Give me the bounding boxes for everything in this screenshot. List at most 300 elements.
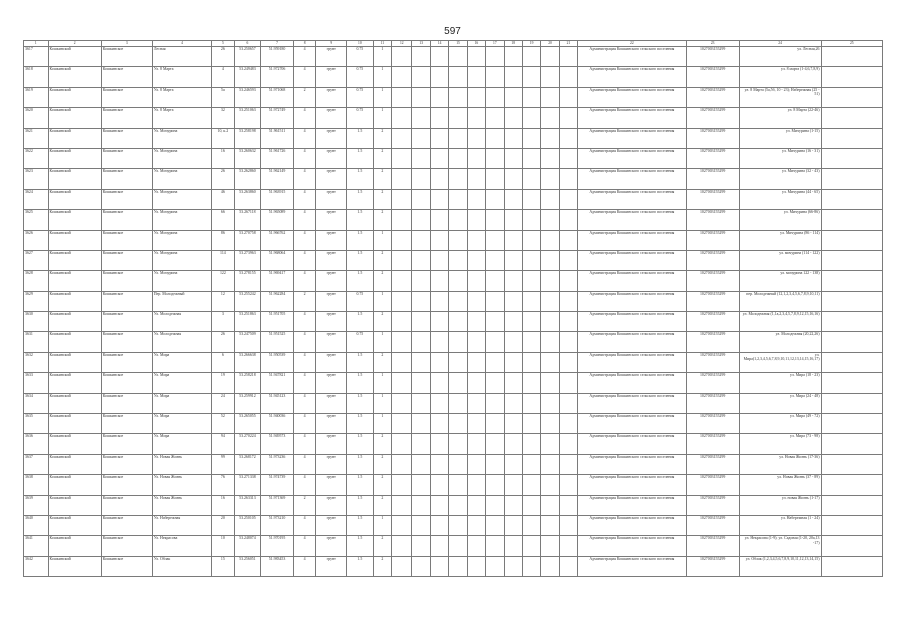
cell-id: 3621 xyxy=(24,128,49,148)
cell-empty xyxy=(504,373,522,393)
cell-empty xyxy=(541,393,559,413)
column-number: 21 xyxy=(559,41,577,47)
cell-settlement: Кошкинское xyxy=(101,271,152,291)
cell-district: Кошкинский xyxy=(48,108,101,128)
cell-owner: Администрация Кошкинского сельского поселения xyxy=(578,128,686,148)
cell-street: Ул. 8 Марта xyxy=(152,67,211,87)
cell-ogrn: 1027003155299 xyxy=(686,128,739,148)
cell-address: ул. Мичурина (44 - 65) xyxy=(739,189,821,209)
column-number: 17 xyxy=(486,41,504,47)
cell-longitude: 51.973236 xyxy=(261,454,294,474)
cell-empty xyxy=(486,47,504,67)
column-number: 19 xyxy=(522,41,540,47)
cell-empty xyxy=(486,67,504,87)
cell-district: Кошкинский xyxy=(48,291,101,311)
cell-empty xyxy=(522,108,540,128)
cell-area: 1.5 xyxy=(347,414,374,434)
cell-empty xyxy=(412,454,430,474)
cell-empty xyxy=(430,108,448,128)
cell-empty xyxy=(541,475,559,495)
cell-surface: грунт xyxy=(316,128,347,148)
cell-empty xyxy=(392,271,412,291)
cell-empty xyxy=(504,536,522,556)
cell-owner: Администрация Кошкинского сельского поселения xyxy=(578,536,686,556)
column-number: 22 xyxy=(578,41,686,47)
cell-empty xyxy=(559,352,577,372)
cell-empty xyxy=(392,536,412,556)
cell-longitude: 51.963915 xyxy=(261,189,294,209)
cell-settlement: Кошкинское xyxy=(101,291,152,311)
page-number: 597 xyxy=(444,26,461,37)
cell-empty xyxy=(467,414,485,434)
cell-containers: 2 xyxy=(373,250,391,270)
cell-owner: Администрация Кошкинского сельского поселения xyxy=(578,87,686,107)
cell-latitude: 53.263860 xyxy=(234,189,261,209)
cell-empty xyxy=(467,87,485,107)
cell-count: 4 xyxy=(293,67,315,87)
cell-empty xyxy=(821,67,883,87)
cell-empty xyxy=(449,495,467,515)
column-number: 6 xyxy=(234,41,261,47)
cell-empty xyxy=(821,210,883,230)
cell-empty xyxy=(541,291,559,311)
cell-address: ул. Некрасова (1-9); ул. Садовая (1-20, 20а,13 -17) xyxy=(739,536,821,556)
column-number: 16 xyxy=(467,41,485,47)
cell-area: 1.5 xyxy=(347,475,374,495)
cell-owner: Администрация Кошкинского сельского поселения xyxy=(578,393,686,413)
cell-area: 0.75 xyxy=(347,332,374,352)
cell-empty xyxy=(486,230,504,250)
cell-empty xyxy=(392,515,412,535)
column-number: 12 xyxy=(392,41,412,47)
cell-empty xyxy=(486,495,504,515)
cell-empty xyxy=(486,312,504,332)
cell-empty xyxy=(430,475,448,495)
cell-area: 1.5 xyxy=(347,148,374,168)
cell-ogrn: 1027003155299 xyxy=(686,312,739,332)
cell-empty xyxy=(467,495,485,515)
cell-district: Кошкинский xyxy=(48,128,101,148)
cell-empty xyxy=(449,189,467,209)
table-row xyxy=(24,536,883,556)
cell-empty xyxy=(486,128,504,148)
cell-empty xyxy=(392,291,412,311)
cell-settlement: Кошкинское xyxy=(101,169,152,189)
column-number: 11 xyxy=(373,41,391,47)
cell-empty xyxy=(821,108,883,128)
cell-empty xyxy=(412,352,430,372)
cell-address: пер. Молодежный (12,1,2,3,4,5,6,7,8,9,10,11) xyxy=(739,291,821,311)
cell-house: 5а xyxy=(212,87,234,107)
cell-empty xyxy=(504,67,522,87)
column-number: 9 xyxy=(316,41,347,47)
column-number: 2 xyxy=(48,41,101,47)
cell-id: 3637 xyxy=(24,454,49,474)
cell-surface: грунт xyxy=(316,230,347,250)
cell-empty xyxy=(430,536,448,556)
cell-latitude: 53.267118 xyxy=(234,210,261,230)
cell-id: 3641 xyxy=(24,536,49,556)
cell-empty xyxy=(412,47,430,67)
cell-longitude: 51.965089 xyxy=(261,210,294,230)
cell-longitude: 51.968064 xyxy=(261,250,294,270)
cell-latitude: 53.258198 xyxy=(234,128,261,148)
cell-latitude: 53.251063 xyxy=(234,108,261,128)
cell-containers: 1 xyxy=(373,87,391,107)
cell-empty xyxy=(486,393,504,413)
cell-id: 3632 xyxy=(24,352,49,372)
cell-longitude: 51.974739 xyxy=(261,475,294,495)
cell-street: Ул. Мичурина xyxy=(152,148,211,168)
cell-empty xyxy=(504,230,522,250)
cell-district: Кошкинский xyxy=(48,169,101,189)
table-row xyxy=(24,148,883,168)
cell-latitude: 53.270758 xyxy=(234,230,261,250)
cell-empty xyxy=(412,148,430,168)
cell-latitude: 53.246593 xyxy=(234,87,261,107)
cell-empty xyxy=(821,87,883,107)
cell-empty xyxy=(430,291,448,311)
cell-empty xyxy=(559,87,577,107)
cell-latitude: 53.247509 xyxy=(234,332,261,352)
cell-empty xyxy=(467,454,485,474)
cell-count: 4 xyxy=(293,250,315,270)
cell-empty xyxy=(486,414,504,434)
cell-empty xyxy=(430,210,448,230)
cell-street: Ул. Мичурина xyxy=(152,210,211,230)
cell-empty xyxy=(412,515,430,535)
cell-empty xyxy=(392,87,412,107)
cell-empty xyxy=(522,414,540,434)
table-row xyxy=(24,128,883,148)
cell-empty xyxy=(449,148,467,168)
cell-empty xyxy=(559,373,577,393)
cell-district: Кошкинский xyxy=(48,393,101,413)
cell-district: Кошкинский xyxy=(48,373,101,393)
cell-empty xyxy=(559,250,577,270)
cell-address: ул. Молодежная (1,1а,2,3,4,5,7,8,9,12,15,16,16) xyxy=(739,312,821,332)
cell-empty xyxy=(522,128,540,148)
cell-count: 4 xyxy=(293,108,315,128)
cell-empty xyxy=(559,67,577,87)
cell-address: ул. 8 Марта (5а,5б, 10 - 23); Набережная (25 - 51) xyxy=(739,87,821,107)
cell-empty xyxy=(821,434,883,454)
cell-empty xyxy=(504,495,522,515)
cell-empty xyxy=(392,434,412,454)
cell-empty xyxy=(559,291,577,311)
cell-longitude: 51.972749 xyxy=(261,108,294,128)
cell-empty xyxy=(821,475,883,495)
cell-longitude: 51.959180 xyxy=(261,47,294,67)
cell-empty xyxy=(449,454,467,474)
cell-empty xyxy=(522,230,540,250)
cell-count: 4 xyxy=(293,475,315,495)
cell-empty xyxy=(486,271,504,291)
cell-empty xyxy=(430,434,448,454)
cell-containers: 2 xyxy=(373,495,391,515)
cell-count: 4 xyxy=(293,312,315,332)
cell-district: Кошкинский xyxy=(48,312,101,332)
cell-empty xyxy=(430,189,448,209)
cell-id: 3640 xyxy=(24,515,49,535)
cell-house: 12 xyxy=(212,291,234,311)
cell-empty xyxy=(430,128,448,148)
cell-surface: грунт xyxy=(316,67,347,87)
cell-longitude: 51.951705 xyxy=(261,312,294,332)
cell-longitude: 51.966762 xyxy=(261,230,294,250)
cell-empty xyxy=(821,332,883,352)
column-number: 15 xyxy=(449,41,467,47)
column-number: 4 xyxy=(152,41,211,47)
cell-ogrn: 1027003155299 xyxy=(686,454,739,474)
cell-empty xyxy=(522,556,540,576)
cell-longitude: 51.983453 xyxy=(261,556,294,576)
cell-empty xyxy=(467,536,485,556)
table-row xyxy=(24,393,883,413)
cell-latitude: 53.263313 xyxy=(234,495,261,515)
cell-surface: грунт xyxy=(316,169,347,189)
cell-district: Кошкинский xyxy=(48,475,101,495)
cell-empty xyxy=(430,495,448,515)
cell-empty xyxy=(559,128,577,148)
cell-house: 6 xyxy=(212,352,234,372)
cell-count: 4 xyxy=(293,373,315,393)
cell-owner: Администрация Кошкинского сельского поселения xyxy=(578,271,686,291)
cell-empty xyxy=(392,373,412,393)
cell-address: ул. Мичурина (32 - 43) xyxy=(739,169,821,189)
cell-containers: 1 xyxy=(373,67,391,87)
cell-house: 114 xyxy=(212,250,234,270)
cell-district: Кошкинский xyxy=(48,556,101,576)
cell-latitude: 53.278155 xyxy=(234,271,261,291)
cell-id: 3639 xyxy=(24,495,49,515)
cell-empty xyxy=(486,250,504,270)
table-row xyxy=(24,414,883,434)
table-row xyxy=(24,271,883,291)
cell-street: Ул. Мичурина xyxy=(152,271,211,291)
cell-empty xyxy=(522,271,540,291)
cell-latitude: 53.258218 xyxy=(234,373,261,393)
cell-house: 10, к.2 xyxy=(212,128,234,148)
cell-containers: 1 xyxy=(373,291,391,311)
cell-area: 0.75 xyxy=(347,291,374,311)
cell-containers: 2 xyxy=(373,271,391,291)
cell-empty xyxy=(486,291,504,311)
cell-empty xyxy=(486,475,504,495)
cell-empty xyxy=(541,271,559,291)
cell-id: 3628 xyxy=(24,271,49,291)
table-row xyxy=(24,67,883,87)
cell-street: Пер. Молодежный xyxy=(152,291,211,311)
cell-empty xyxy=(541,189,559,209)
cell-address: ул. Мира (24 - 48) xyxy=(739,393,821,413)
cell-empty xyxy=(467,210,485,230)
cell-id: 3629 xyxy=(24,291,49,311)
cell-longitude: 51.969417 xyxy=(261,271,294,291)
cell-surface: грунт xyxy=(316,87,347,107)
cell-count: 4 xyxy=(293,230,315,250)
cell-empty xyxy=(504,454,522,474)
cell-address: ул. мичурина (114 - 122) xyxy=(739,250,821,270)
cell-latitude: 53.250657 xyxy=(234,47,261,67)
table-row xyxy=(24,495,883,515)
cell-empty xyxy=(412,108,430,128)
cell-count: 2 xyxy=(293,291,315,311)
cell-empty xyxy=(541,454,559,474)
cell-id: 3630 xyxy=(24,312,49,332)
cell-empty xyxy=(486,108,504,128)
cell-empty xyxy=(412,67,430,87)
cell-ogrn: 1027003155299 xyxy=(686,169,739,189)
cell-ogrn: 1027003155299 xyxy=(686,271,739,291)
cell-owner: Администрация Кошкинского сельского поселения xyxy=(578,556,686,576)
cell-latitude: 53.271338 xyxy=(234,475,261,495)
cell-empty xyxy=(821,536,883,556)
column-number: 10 xyxy=(347,41,374,47)
cell-longitude: 51.962149 xyxy=(261,169,294,189)
cell-empty xyxy=(467,291,485,311)
cell-longitude: 51.947821 xyxy=(261,373,294,393)
cell-empty xyxy=(392,454,412,474)
cell-empty xyxy=(412,556,430,576)
cell-latitude: 53.268172 xyxy=(234,454,261,474)
cell-empty xyxy=(430,250,448,270)
cell-empty xyxy=(467,67,485,87)
cell-latitude: 53.250105 xyxy=(234,515,261,535)
cell-address: ул. Новая Жизнь (37 - 89) xyxy=(739,475,821,495)
cell-id: 3635 xyxy=(24,414,49,434)
cell-ogrn: 1027003155299 xyxy=(686,189,739,209)
cell-id: 3631 xyxy=(24,332,49,352)
cell-empty xyxy=(504,47,522,67)
cell-settlement: Кошкинское xyxy=(101,250,152,270)
cell-empty xyxy=(467,230,485,250)
cell-longitude: 51.970195 xyxy=(261,536,294,556)
cell-empty xyxy=(430,352,448,372)
cell-empty xyxy=(449,87,467,107)
cell-empty xyxy=(392,169,412,189)
cell-address: ул. Мира (73 - 98) xyxy=(739,434,821,454)
cell-owner: Администрация Кошкинского сельского поселения xyxy=(578,291,686,311)
cell-house: 16 xyxy=(212,495,234,515)
cell-empty xyxy=(449,332,467,352)
table-row xyxy=(24,434,883,454)
cell-containers: 1 xyxy=(373,108,391,128)
cell-id: 3634 xyxy=(24,393,49,413)
cell-address: ул. мичурина 122 - 138) xyxy=(739,271,821,291)
cell-house: 32 xyxy=(212,108,234,128)
cell-surface: грунт xyxy=(316,291,347,311)
column-number: 14 xyxy=(430,41,448,47)
cell-longitude: 51.940036 xyxy=(261,414,294,434)
cell-area: 1.5 xyxy=(347,189,374,209)
cell-area: 1.5 xyxy=(347,556,374,576)
cell-settlement: Кошкинское xyxy=(101,67,152,87)
column-number: 23 xyxy=(686,41,739,47)
cell-id: 3620 xyxy=(24,108,49,128)
cell-empty xyxy=(449,47,467,67)
cell-empty xyxy=(522,393,540,413)
cell-surface: грунт xyxy=(316,454,347,474)
cell-street: Ул. Молодежная xyxy=(152,332,211,352)
cell-empty xyxy=(430,87,448,107)
cell-longitude: 51.950539 xyxy=(261,352,294,372)
cell-owner: Администрация Кошкинского сельского поселения xyxy=(578,148,686,168)
cell-empty xyxy=(412,271,430,291)
cell-surface: грунт xyxy=(316,108,347,128)
cell-empty xyxy=(559,414,577,434)
cell-empty xyxy=(392,108,412,128)
cell-address: ул. Облак (1,2,3,4,5,6,7,8,9,10,11,12,13,14,15) xyxy=(739,556,821,576)
cell-empty xyxy=(522,454,540,474)
cell-count: 4 xyxy=(293,434,315,454)
cell-house: 122 xyxy=(212,271,234,291)
cell-area: 1.5 xyxy=(347,373,374,393)
cell-empty xyxy=(522,87,540,107)
cell-ogrn: 1027003155299 xyxy=(686,47,739,67)
cell-district: Кошкинский xyxy=(48,250,101,270)
cell-empty xyxy=(821,454,883,474)
cell-empty xyxy=(559,475,577,495)
cell-containers: 2 xyxy=(373,169,391,189)
cell-empty xyxy=(449,67,467,87)
cell-empty xyxy=(467,373,485,393)
cell-owner: Администрация Кошкинского сельского поселения xyxy=(578,515,686,535)
cell-ogrn: 1027003155299 xyxy=(686,148,739,168)
cell-street: Ул. Мичурина xyxy=(152,169,211,189)
cell-empty xyxy=(504,515,522,535)
cell-area: 1.5 xyxy=(347,515,374,535)
cell-empty xyxy=(449,108,467,128)
cell-empty xyxy=(412,312,430,332)
cell-count: 4 xyxy=(293,393,315,413)
cell-containers: 2 xyxy=(373,128,391,148)
cell-settlement: Кошкинское xyxy=(101,536,152,556)
cell-empty xyxy=(522,434,540,454)
cell-empty xyxy=(504,189,522,209)
cell-empty xyxy=(486,515,504,535)
cell-district: Кошкинский xyxy=(48,87,101,107)
cell-longitude: 51.971369 xyxy=(261,495,294,515)
cell-empty xyxy=(541,332,559,352)
cell-empty xyxy=(522,169,540,189)
cell-empty xyxy=(541,312,559,332)
cell-empty xyxy=(449,169,467,189)
cell-empty xyxy=(522,47,540,67)
cell-ogrn: 1027003155299 xyxy=(686,210,739,230)
cell-containers: 1 xyxy=(373,373,391,393)
cell-area: 1.5 xyxy=(347,128,374,148)
cell-empty xyxy=(541,373,559,393)
cell-count: 4 xyxy=(293,128,315,148)
cell-id: 3626 xyxy=(24,230,49,250)
cell-surface: грунт xyxy=(316,189,347,209)
table-row xyxy=(24,230,883,250)
cell-address: ул. Мичурина (16 - 31) xyxy=(739,148,821,168)
cell-empty xyxy=(392,414,412,434)
cell-containers: 2 xyxy=(373,454,391,474)
cell-longitude: 51.961726 xyxy=(261,148,294,168)
cell-empty xyxy=(522,67,540,87)
cell-empty xyxy=(504,128,522,148)
cell-latitude: 53.266638 xyxy=(234,352,261,372)
cell-empty xyxy=(430,393,448,413)
cell-surface: грунт xyxy=(316,250,347,270)
cell-settlement: Кошкинское xyxy=(101,556,152,576)
cell-empty xyxy=(392,332,412,352)
table-row xyxy=(24,291,883,311)
column-number: 18 xyxy=(504,41,522,47)
